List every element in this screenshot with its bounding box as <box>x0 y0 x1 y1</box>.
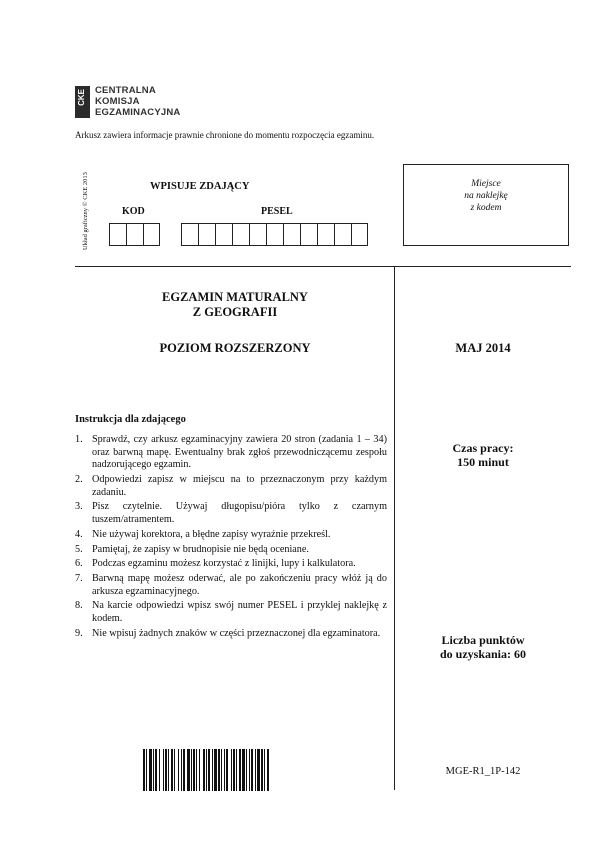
instruction-item <box>75 558 387 571</box>
barcode-bar <box>208 749 210 791</box>
digit-box[interactable] <box>249 223 266 246</box>
barcode-bar <box>242 749 245 791</box>
digit-box[interactable] <box>143 223 160 246</box>
barcode-bar <box>143 749 145 791</box>
instruction-number: 5. <box>75 543 83 555</box>
barcode-bar <box>178 749 179 791</box>
digit-box[interactable] <box>109 223 126 246</box>
instruction-number: 7. <box>75 573 83 585</box>
instruction-text: Nie wpisuj żadnych znaków w części przeznaczonej dla egzaminatora. <box>92 627 381 639</box>
barcode-bar <box>261 749 263 791</box>
instruction-item <box>75 600 387 625</box>
sticker-box <box>403 164 569 246</box>
barcode-bar <box>249 749 250 791</box>
pesel-label: PESEL <box>261 206 293 217</box>
barcode-bar <box>267 749 269 791</box>
barcode-bar <box>146 749 147 791</box>
duration-label: Czas pracy: <box>452 441 514 455</box>
layout-copyright-text: Układ graficzny © CKE 2013 <box>82 172 89 250</box>
barcode-bar <box>183 749 185 791</box>
sticker-line: Miejsce <box>471 179 501 189</box>
barcode-bar <box>168 749 169 791</box>
barcode-bar <box>163 749 164 791</box>
instruction-number: 9. <box>75 627 83 639</box>
sheet-code: MGE-R1_1P-142 <box>445 766 521 777</box>
barcode-bar <box>196 749 197 791</box>
logo-line: KOMISJA <box>95 96 140 107</box>
barcode-bar <box>171 749 173 791</box>
exam-title-line2: Z GEOGRAFII <box>192 305 278 319</box>
digit-box[interactable] <box>181 223 198 246</box>
candidate-heading: WPISUJE ZDAJĄCY <box>150 181 250 192</box>
barcode-bar <box>236 749 237 791</box>
barcode-bar <box>174 749 175 791</box>
barcode-bar <box>221 749 222 791</box>
digit-box[interactable] <box>351 223 368 246</box>
instruction-text: Barwną mapę możesz oderwać, ale po zakończeniu pracy włóż ją do arkusza egzaminacyjnego. <box>92 573 387 597</box>
instruction-item <box>75 434 387 472</box>
barcode-bar <box>257 749 260 791</box>
barcode-bar <box>187 749 190 791</box>
points-label: Liczba punktów <box>441 633 525 647</box>
exam-title-line1: EGZAMIN MATURALNY <box>162 290 308 304</box>
barcode-bar <box>153 749 154 791</box>
exam-title <box>75 290 395 320</box>
digit-box[interactable] <box>266 223 283 246</box>
digit-box[interactable] <box>334 223 351 246</box>
cke-logo <box>75 86 240 120</box>
barcode-bar <box>206 749 207 791</box>
barcode-bar <box>255 749 256 791</box>
kod-label: KOD <box>122 206 145 217</box>
instruction-item <box>75 544 387 557</box>
duration-value: 150 minut <box>457 455 509 469</box>
instructions-list <box>75 434 387 643</box>
instruction-text: Odpowiedzi zapisz w miejscu na to przeznaczonym przy każdym zadaniu. <box>92 473 387 498</box>
exam-level: POZIOM ROZSZERZONY <box>159 341 311 355</box>
points-value: do uzyskania: 60 <box>439 647 527 661</box>
instruction-text: Nie używaj korektora, a błędne zapisy wyraźnie przekreśl. <box>92 528 331 540</box>
horizontal-divider <box>75 266 571 267</box>
barcode-bar <box>165 749 167 791</box>
barcode-bar <box>149 749 152 791</box>
digit-box[interactable] <box>232 223 249 246</box>
sticker-line: na naklejkę <box>464 191 508 201</box>
barcode-bar <box>239 749 241 791</box>
kod-input-boxes[interactable] <box>109 223 160 246</box>
barcode-bar <box>246 749 247 791</box>
digit-box[interactable] <box>215 223 232 246</box>
instruction-number: 2. <box>75 473 83 485</box>
sticker-line: z kodem <box>470 203 502 213</box>
barcode-bar <box>159 749 160 791</box>
instruction-text: Na karcie odpowiedzi wpisz swój numer PESEL i przyklej naklejkę z kodem. <box>92 600 387 625</box>
layout-copyright <box>81 160 93 250</box>
exam-date: MAJ 2014 <box>455 341 511 355</box>
instruction-item <box>75 628 387 641</box>
instruction-number: 8. <box>75 600 83 612</box>
barcode-bar <box>212 749 213 791</box>
instruction-number: 1. <box>75 434 83 445</box>
instruction-number: 4. <box>75 528 83 540</box>
max-points <box>395 633 571 661</box>
instruction-text: Sprawdź, czy arkusz egzaminacyjny zawiera 20 stron (zadania 1 – 34) oraz barwną mapę. Ewentualny brak zgłoś przewodniczącemu zespołu nadzorującego egzamin. <box>92 434 387 471</box>
logo-line: EGZAMINACYJNA <box>95 107 181 118</box>
barcode-bar <box>191 749 192 791</box>
instruction-number: 3. <box>75 501 83 513</box>
barcode-bar <box>251 749 253 791</box>
instruction-item <box>75 474 387 499</box>
digit-box[interactable] <box>126 223 143 246</box>
instruction-number: 6. <box>75 558 83 570</box>
barcode-bar <box>218 749 220 791</box>
barcode-bar <box>224 749 225 791</box>
cke-logo-mark: CKE <box>75 86 90 118</box>
barcode-bar <box>181 749 182 791</box>
digit-box[interactable] <box>317 223 334 246</box>
digit-box[interactable] <box>300 223 317 246</box>
barcode-bar <box>226 749 228 791</box>
instruction-text: Pisz czytelnie. Używaj długopisu/pióra tylko z czarnym tuszem/atramentem. <box>92 501 387 525</box>
pesel-input-boxes[interactable] <box>181 223 368 246</box>
digit-box[interactable] <box>198 223 215 246</box>
legal-notice: Arkusz zawiera informacje prawnie chronione do momentu rozpoczęcia egzaminu. <box>75 130 375 140</box>
barcode-bar <box>155 749 157 791</box>
instruction-text: Podczas egzaminu możesz korzystać z linijki, lupy i kalkulatora. <box>92 558 356 570</box>
barcode-bar <box>264 749 265 791</box>
barcode-bar <box>199 749 200 791</box>
instruction-text: Pamiętaj, że zapisy w brudnopisie nie będą oceniane. <box>92 543 309 555</box>
barcode-bar <box>231 749 232 791</box>
cke-logo-text <box>95 85 180 118</box>
instructions-heading: Instrukcja dla zdającego <box>75 414 186 425</box>
barcode <box>143 749 321 791</box>
barcode-bar <box>214 749 217 791</box>
barcode-bar <box>193 749 195 791</box>
instruction-item <box>75 529 387 542</box>
instruction-item <box>75 501 387 526</box>
barcode-bar <box>203 749 205 791</box>
barcode-bar <box>233 749 235 791</box>
logo-line: CENTRALNA <box>95 85 156 96</box>
exam-duration <box>395 441 571 469</box>
digit-box[interactable] <box>283 223 300 246</box>
instruction-item <box>75 573 387 598</box>
